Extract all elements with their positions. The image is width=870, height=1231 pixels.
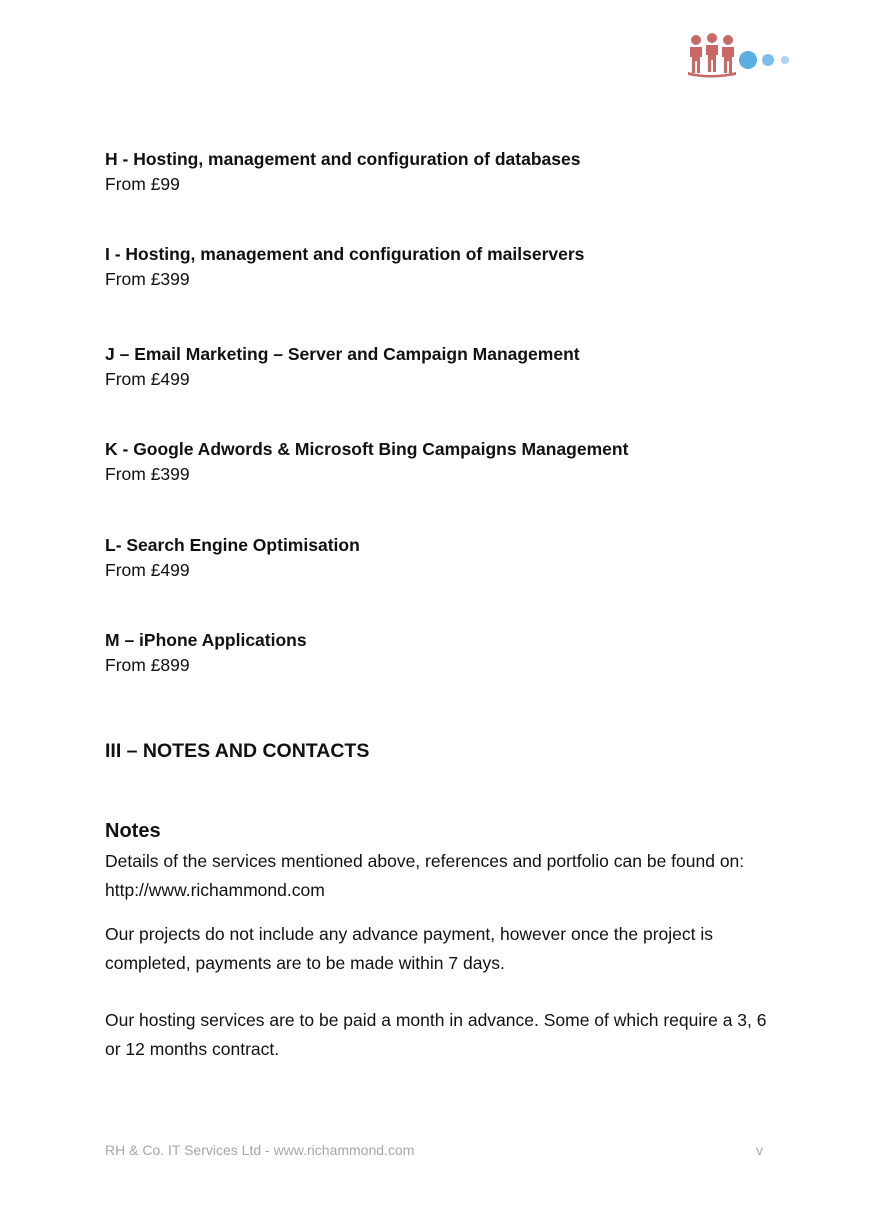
page-number: v xyxy=(756,1142,763,1158)
service-title: H - Hosting, management and configuration of databases xyxy=(105,149,581,169)
service-title: M – iPhone Applications xyxy=(105,630,307,650)
section-heading: III – NOTES AND CONTACTS xyxy=(105,740,370,762)
company-logo xyxy=(686,30,796,78)
service-item-k xyxy=(105,437,785,487)
service-item-m xyxy=(105,628,785,678)
people-dots-logo-icon xyxy=(686,30,796,78)
service-price: From £499 xyxy=(105,560,190,580)
notes-paragraph: Our hosting services are to be paid a month in advance. Some of which require a 3, 6 or 12 months contract. xyxy=(105,1010,767,1059)
service-item-l xyxy=(105,533,785,583)
service-item-i xyxy=(105,242,785,292)
service-item-j xyxy=(105,342,785,392)
service-title: J – Email Marketing – Server and Campaign Management xyxy=(105,344,580,364)
service-price: From £399 xyxy=(105,464,190,484)
notes-paragraph: Details of the services mentioned above, references and portfolio can be found on: http://www.richammond.com xyxy=(105,851,745,900)
service-price: From £899 xyxy=(105,655,190,675)
service-price: From £399 xyxy=(105,269,190,289)
service-item-h xyxy=(105,147,785,197)
notes-paragraph: Our projects do not include any advance payment, however once the project is completed, payments are to be made within 7 days. xyxy=(105,924,713,973)
service-title: I - Hosting, management and configuration of mailservers xyxy=(105,244,585,264)
service-price: From £499 xyxy=(105,369,190,389)
footer-company-text: RH & Co. IT Services Ltd - www.richammond.com xyxy=(105,1142,415,1158)
service-price: From £99 xyxy=(105,174,180,194)
service-title: K - Google Adwords & Microsoft Bing Campaigns Management xyxy=(105,439,629,459)
notes-heading: Notes xyxy=(105,820,161,842)
service-title: L- Search Engine Optimisation xyxy=(105,535,360,555)
